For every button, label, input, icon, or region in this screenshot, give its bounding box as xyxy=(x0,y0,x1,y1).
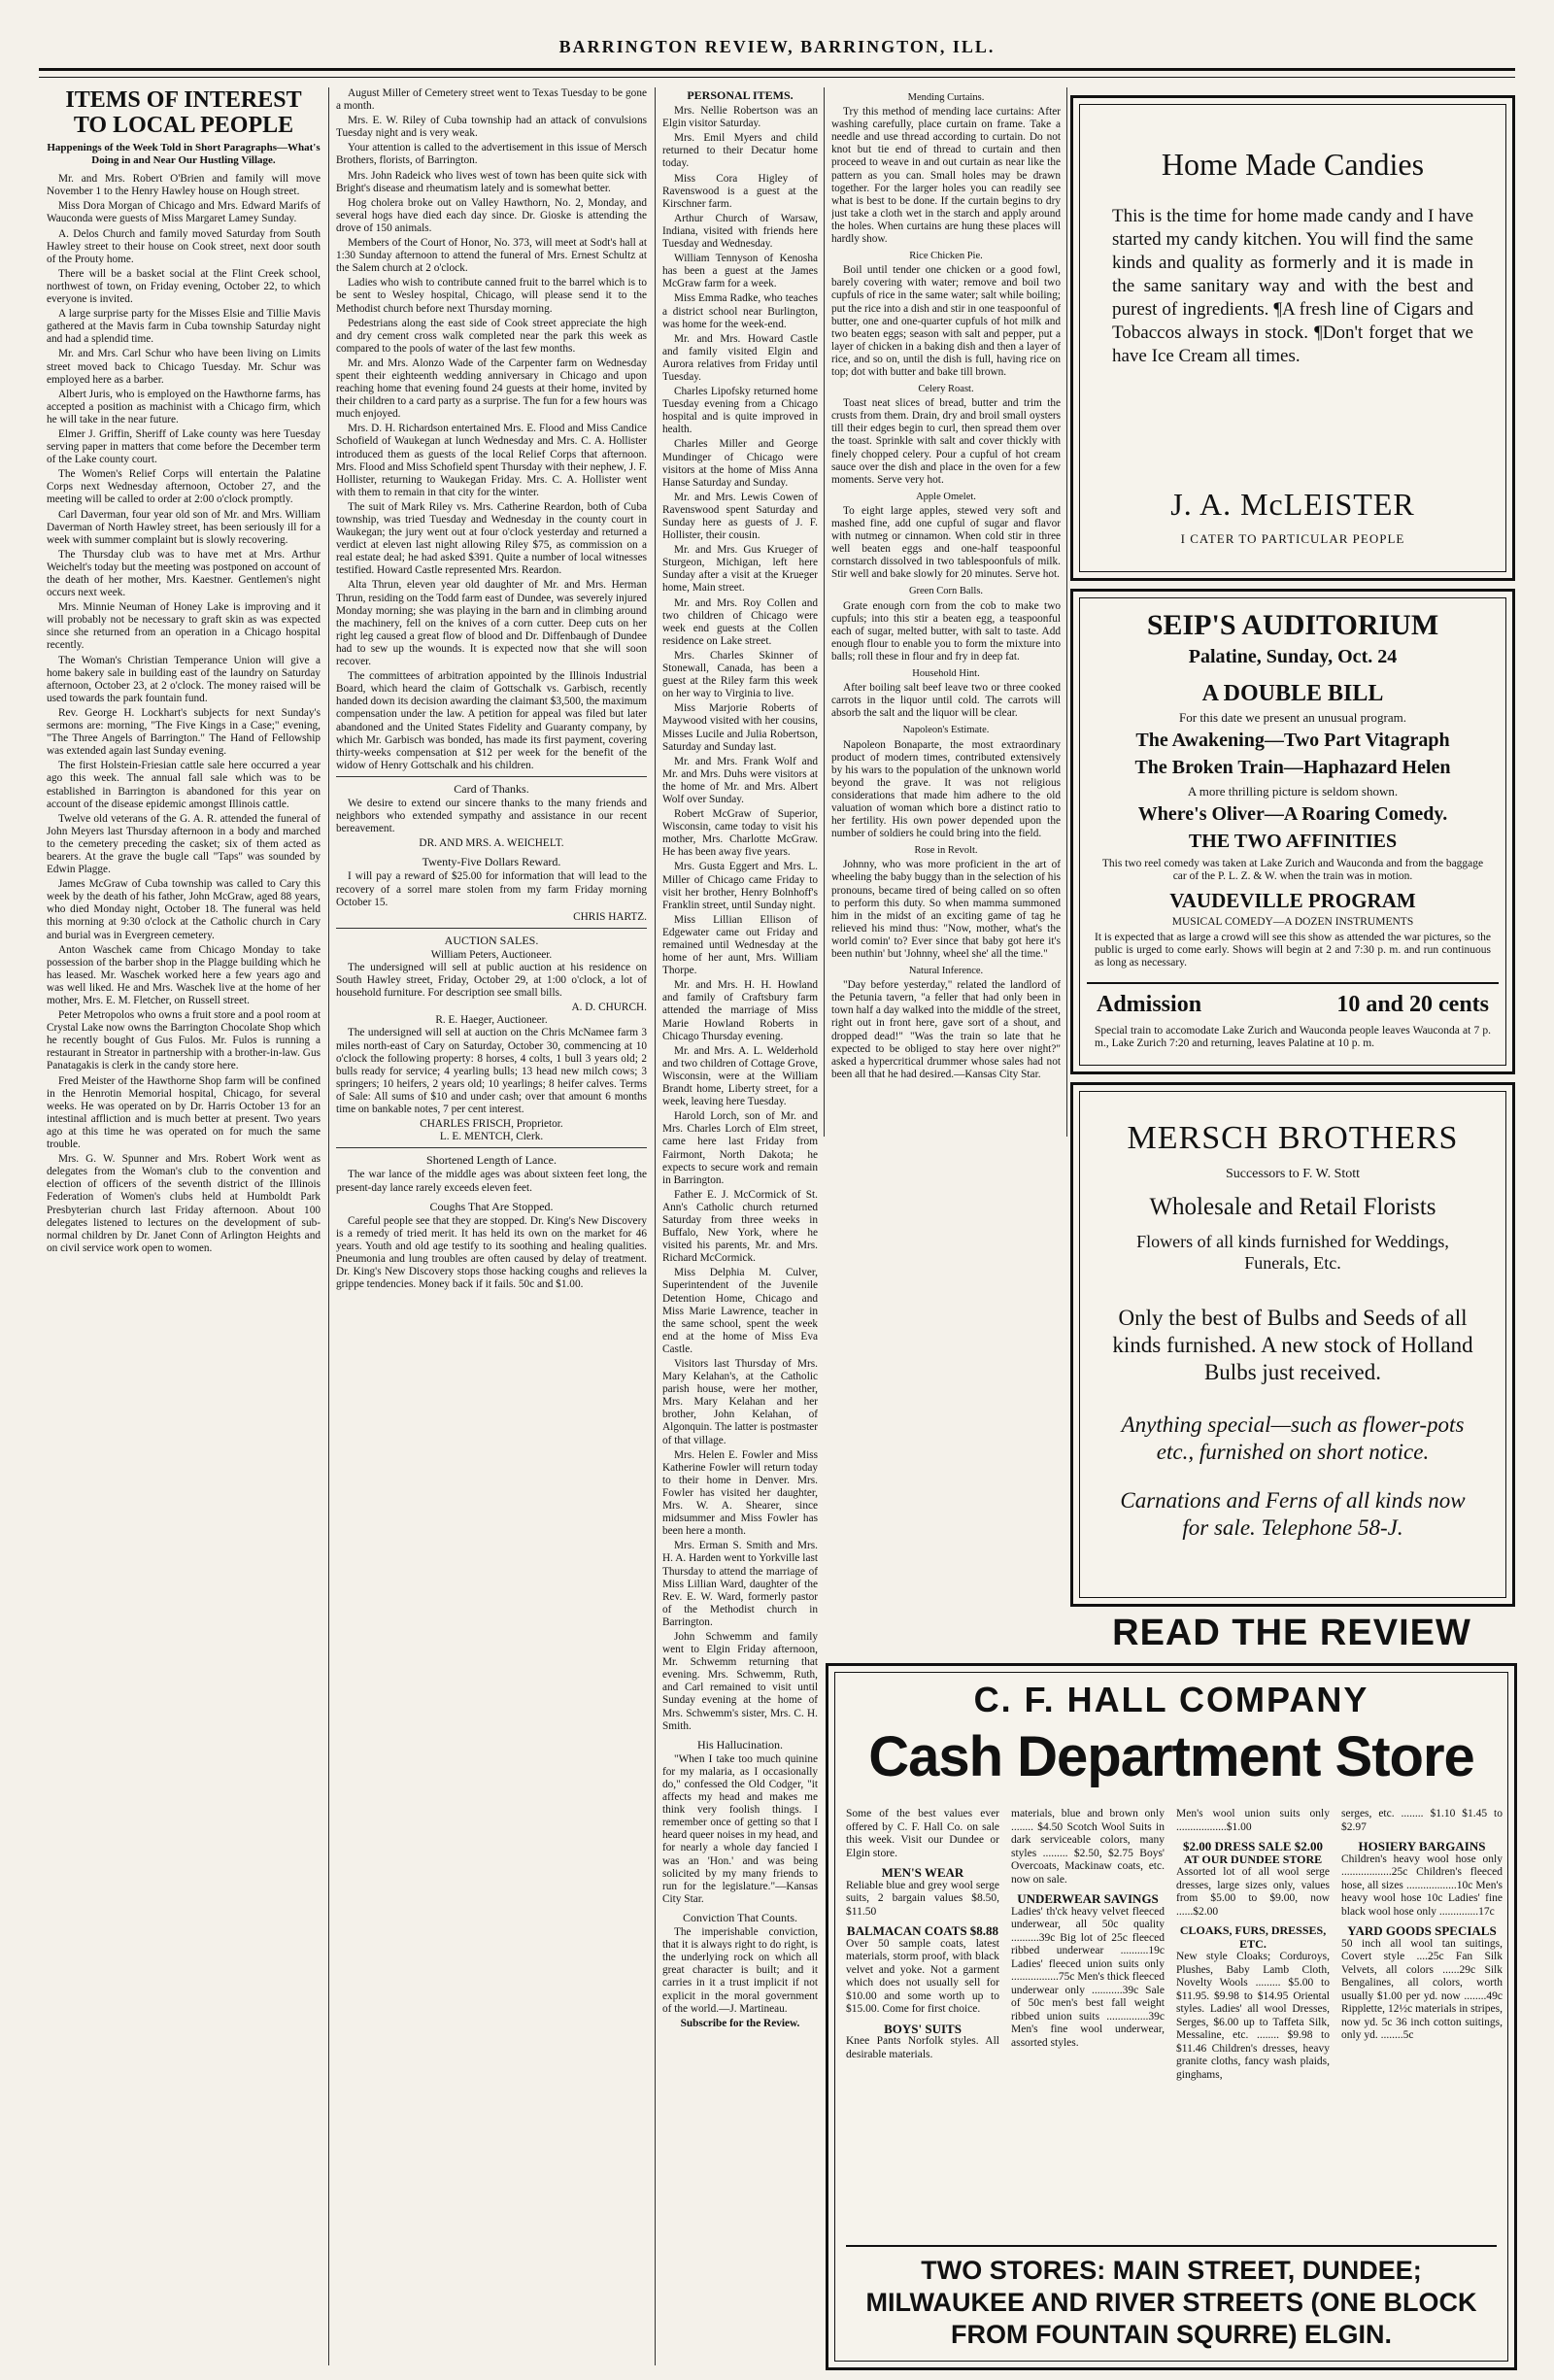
ad-admission-note: Special train to accomodate Lake Zurich and Wauconda people leaves Wauconda at 7 p. m., Lake Zurich 7:20 and returning, leaves Palatine at 10 p. m. xyxy=(1095,1025,1491,1049)
ad-double-bill: A DOUBLE BILL xyxy=(1201,681,1384,706)
local-news-item: James McGraw of Cuba township was called to Cary this week by the death of his father, John McGraw, aged 88 years, who died Monday night, October 18. The funeral was held this morning at 9:30 o'clock at the Catholic church in Cary and burial was in Evergreen cemetery. xyxy=(47,878,321,941)
read-the-review: READ THE REVIEW xyxy=(1112,1613,1471,1653)
ad-hall-boys-text: Knee Pants Norfolk styles. All desirable materials. xyxy=(846,2035,999,2060)
ad-hall-cloaks-text: New style Cloaks; Corduroys, Plushes, Baby Lamb Cloth, Novelty Wools ......... $5.00 to $11.95. $9.98 to $14.95 Oriental styles. Ladies' all wool Dresses, Serges, $6.00 up to Taffeta Silk, Messaline, etc. ........ $9.98 to $11.46 Children's dresses, heavy granite cloths, fancy wash plaids, ginghams, xyxy=(1176,1951,1330,2081)
ad-auditorium-title: SEIP'S AUDITORIUM xyxy=(1146,609,1439,641)
personal-item: Mr. and Mrs. Gus Krueger of Sturgeon, Michigan, left here Sunday after a visit at the Krueger home, Main street. xyxy=(662,544,818,595)
column-divider xyxy=(655,87,656,2365)
ad-admission: Admission xyxy=(1097,992,1202,1017)
ad-hall-dundee: AT OUR DUNDEE STORE xyxy=(1183,1852,1323,1866)
local-news-item: Elmer J. Griffin, Sheriff of Lake county was here Tuesday serving paper in matters that come before the December term of the Lake county court. xyxy=(47,427,321,466)
conviction-text: The imperishable conviction, that it is always right to do right, is the underlying rock on which all great character is built; and it carries in it a trust implicit if not explicit in the moral government of the world.—J. Martineau. xyxy=(662,1926,818,2015)
local-news-item: Carl Daverman, four year old son of Mr. and Mrs. William Daverman of North Hawley street, has been seriously ill for a week with summer complaint but is slowly recovering. xyxy=(47,508,321,546)
napoleon-title: Napoleon's Estimate. xyxy=(902,725,990,736)
auction2-clerk: L. E. MENTCH, Clerk. xyxy=(439,1131,544,1143)
ad-film-3: Where's Oliver—A Roaring Comedy. xyxy=(1137,803,1448,825)
ad-divider xyxy=(1087,982,1499,984)
local-news-item: There will be a basket social at the Flint Creek school, northwest of town, on Friday evening, October 22, to which everyone is invited. xyxy=(47,267,321,306)
ad-vaudeville: VAUDEVILLE PROGRAM xyxy=(1169,889,1416,912)
column-divider xyxy=(328,87,329,2365)
ad-hall-title: C. F. HALL COMPANY xyxy=(973,1680,1369,1719)
auction1-signature: A. D. CHURCH. xyxy=(571,1002,647,1014)
section-title-2: TO LOCAL PEOPLE xyxy=(73,113,294,138)
ad-hall-dundee-text: Assorted lot of all wool serge dresses, large sizes only, values from $5.00 to $9.00, now ......$2.00 xyxy=(1176,1866,1330,1918)
natural-title: Natural Inference. xyxy=(908,966,984,977)
ad-hall-stores: TWO STORES: MAIN STREET, DUNDEE; MILWAUKEE AND RIVER STREETS (ONE BLOCK FROM FOUNTAIN SQURRE) ELGIN. xyxy=(865,2256,1477,2349)
ad-hall-column-3 xyxy=(1176,1808,1330,2082)
ad-hall-column-2 xyxy=(1011,1808,1165,2050)
rice-title: Rice Chicken Pie. xyxy=(909,251,983,262)
ad-mersch xyxy=(1070,1082,1515,1607)
apple-text: To eight large apples, stewed very soft and mashed fine, add one cupful of sugar and flavor with nutmeg or cinnamon. When cold stir in three well beaten eggs and one-half teaspoonful cornstarch dissolved in two tablespoonfuls of milk. Stir well and bake slowly for 20 minutes. Serve hot. xyxy=(831,504,1061,581)
personal-item: Miss Lillian Ellison of Edgewater came out Friday and remained until Wednesday at the home of her aunt, Mrs. William Thorpe. xyxy=(662,913,818,977)
personal-item: Mr. and Mrs. H. H. Howland and family of Craftsbury farm attended the marriage of Miss Marie Howland Roberts in Chicago Thursday evening. xyxy=(662,979,818,1042)
personal-item: Father E. J. McCormick of St. Ann's Catholic church returned Saturday from three weeks in Buffalo, New York, where he visited his parents, Mr. and Mrs. Richard McCormick. xyxy=(662,1188,818,1265)
ad-hall-subtitle: Cash Department Store xyxy=(868,1725,1474,1788)
local-news-list xyxy=(47,173,321,1255)
ad-hall-divider xyxy=(846,2245,1497,2247)
column-local-news xyxy=(47,87,321,2361)
lance-text: The war lance of the middle ages was about sixteen feet long, the present-day lance rarely exceeds eleven feet. xyxy=(336,1169,647,1194)
ad-hall-column-1 xyxy=(846,1808,999,2061)
local-news-item: A large surprise party for the Misses Elsie and Tillie Mavis gathered at the Mavis farm in Cuba township Saturday night and had a splendid time. xyxy=(47,308,321,346)
local-news-item: Twelve old veterans of the G. A. R. attended the funeral of John Meyers last Thursday afternoon in a body and marched to the cemetery preceding the casket; six of them acted as bearers. At the grave the bugle call "Taps" was sounded by Edwin Plagge. xyxy=(47,812,321,876)
local-news-item: Rev. George H. Lockhart's subjects for next Sunday's sermons are: morning, "The Five Kings in a Case;" evening, "The Three Angels of Barrington." The Hand of Fellowship was extended again last Sunday evening. xyxy=(47,706,321,758)
thanks-signature: DR. AND MRS. A. WEICHELT. xyxy=(419,837,564,850)
curtains-text: Try this method of mending lace curtains: After washing carefully, place curtain on frame. Take a needle and use thread according to curtain. Do not knot but tie end of thread to curtain and then proceed to weave in and out curtain as near like the pattern as you can. Small holes may be drawn together. For the larger holes you can readily see what is best to be done. If the curtain begins to dry just take a cloth wet in the starch and apply around the holes. When curtains are hung these places will hardly show. xyxy=(831,106,1061,246)
ad-vaudeville-note: It is expected that as large a crowd will see this show as attended the war pictures, so the public is urged to come early. Shows will begin at 2 and 7:30 p. m. and run continuous as long as necessary. xyxy=(1095,932,1491,969)
news-item: Pedestrians along the east side of Cook street appreciate the high and dry cement cross walk completed near the park this week as compared to the pools of water of the last few months. xyxy=(336,317,647,355)
revolt-text: Johnny, who was more proficient in the art of wheeling the baby buggy than in the selection of his pronouns, became tired of being called on so often to perform this duty. So when mamma summoned him in the midst of an exciting game of tag he relieved his mind thus: "Now, mother, what's the world comin' to? Ever since that baby got here it's been nuthin' but 'Johnny, wheel she' all the time." xyxy=(831,859,1061,960)
personal-item: Mrs. Erman S. Smith and Mrs. H. A. Harden went to Yorkville last Thursday to attend the marriage of Miss Lillian Ward, daughter of the Rev. E. W. Ward, formerly pastor of the Methodist church in Barrington. xyxy=(662,1540,818,1628)
ad-candies-title: Home Made Candies xyxy=(1161,147,1425,182)
personal-item: Mr. and Mrs. Frank Wolf and Mr. and Mrs. Duhs were visitors at the home of Mr. and Mrs. Albert Wolf over Sunday. xyxy=(662,755,818,805)
personal-item: Mrs. Emil Myers and child returned to their Decatur home today. xyxy=(662,132,818,170)
local-news-item: Mr. and Mrs. Robert O'Brien and family will move November 1 to the Henry Hawley house on Hough street. xyxy=(47,173,321,198)
ad-mersch-title: MERSCH BROTHERS xyxy=(1127,1120,1459,1156)
ad-hall-column-4 xyxy=(1341,1808,1503,2043)
personal-list xyxy=(662,105,818,1733)
ad-hall-hosiery-text: Children's heavy wool hose only ..................25c Children's fleeced hose, all sizes ..................10c Men's heavy wool hose 10c Ladies' fine black wool hose only ..............17c xyxy=(1341,1853,1503,1918)
ad-hall-boys: BOYS' SUITS xyxy=(884,2021,962,2036)
local-news-item: A. Delos Church and family moved Saturday from South Hawley street to their house on Cook street, next door south of the Prouty home. xyxy=(47,227,321,265)
rice-text: Boil until tender one chicken or a good fowl, barely covering with water; remove and boil two cupfuls of rice in the same water; salt while boiling; put the rice into a dish and stir in one teaspoonful of butter, one and one-quarter cupfuls of hot milk and two beaten eggs; season with salt and pepper, put a layer of chicken in a baking dish and then a layer of rice, and so on, until the dish is full, having rice on top; dot with butter and bake till brown. xyxy=(831,264,1061,378)
personal-item: Charles Lipofsky returned home Tuesday evening from a Chicago hospital and is quite improved in health. xyxy=(662,386,818,436)
subscribe-note: Subscribe for the Review. xyxy=(680,2017,800,2029)
personal-item: Harold Lorch, son of Mr. and Mrs. Charles Lorch of Elm street, came here last Friday from Fairmont, North Dakota; he expects to secure work and remain in Barrington. xyxy=(662,1110,818,1186)
corn-text: Grate enough corn from the cob to make two cupfuls; into this stir a beaten egg, a teaspoonful each of sugar, melted butter, with salt to taste. Add enough flour to enable you to form the mixture into balls; roll these in flour and fry in deep fat. xyxy=(831,599,1061,663)
news-item: The suit of Mark Riley vs. Mrs. Catherine Reardon, both of Cuba township, was tried Tuesday and Wednesday in the county court in Waukegan; the jury went out at four o'clock yesterday and returned a verdict at eleven last night allowing Riley $75, as commission on a real estate deal; he had asked $391. Quite a number of local witnesses testified. Howard Castle represented Mrs. Reardon. xyxy=(336,500,647,577)
ad-mersch-carnations: Carnations and Ferns of all kinds now for sale. Telephone 58-J. xyxy=(1120,1488,1466,1540)
personal-item: Mr. and Mrs. A. L. Welderhold and two children of Cottage Grove, Wisconsin, were at the William Brandt home, Liberty street, for a week, leaving here Tuesday. xyxy=(662,1044,818,1108)
local-news-item: The Woman's Christian Temperance Union will give a home bakery sale in building east of the laundry on Saturday afternoon, October 23, at 2 o'clock. The money raised will be used towards the park fountain fund. xyxy=(47,654,321,704)
news-item: Members of the Court of Honor, No. 373, will meet at Sodt's hall at 1:30 Sunday afternoon to attend the funeral of Mrs. Ernest Schultz at the Salem church at 2 o'clock. xyxy=(336,237,647,275)
masthead-rule xyxy=(39,68,1515,78)
local-news-item: Fred Meister of the Hawthorne Shop farm will be confined in the Henrotin Memorial hospital, Chicago, for several weeks. He was operated on by Dr. Harris October 13 for an intestinal affliction and is much better at present. Two years ago at this time he was operated on for much the same trouble. xyxy=(47,1074,321,1151)
ad-hall xyxy=(826,1663,1517,2370)
ad-hall-dress-sale: $2.00 DRESS SALE $2.00 xyxy=(1182,1839,1324,1853)
masthead: BARRINGTON REVIEW, BARRINGTON, ILL. xyxy=(558,37,996,56)
personal-item: Visitors last Thursday of Mrs. Mary Kelahan's, at the Catholic parish house, were her mother, Mrs. Mary Kelahan and her brother, John Kelahan, of Algonquin. The latter is postmaster of that village. xyxy=(662,1358,818,1446)
ad-candies-tagline: I CATER TO PARTICULAR PEOPLE xyxy=(1180,531,1405,546)
auction2-text: The undersigned will sell at auction on the Chris McNamee farm 3 miles north-east of Cary on Saturday, October 30, commencing at 10 o'clock the following property: 8 horses, 4 colts, 1 bull 3 years old; 2 bulls ready for service; 4 yearling bulls; 13 head new milch cows; 3 springers; 10 heifers, 2 years old; 10 yearlings; 8 heifer calves. Terms of Sale: All sums of $10 and under cash; over that amount 6 months time on bankable notes, 7 per cent interest. xyxy=(336,1027,647,1116)
local-news-item: Mrs. Minnie Neuman of Honey Lake is improving and it will probably not be necessary to graft skin as was expected since she returned from an operation in a Chicago hospital recently. xyxy=(47,601,321,652)
section-title: ITEMS OF INTEREST xyxy=(65,87,302,113)
personal-item: Mr. and Mrs. Lewis Cowen of Ravenswood spent Saturday and Sunday here as guests of J. F. Hollister, their cousin. xyxy=(662,491,818,542)
news-item: Mr. and Mrs. Alonzo Wade of the Carpenter farm on Wednesday spent their eighteenth wedding anniversary in Chicago and upon reaching home that evening found 24 guests at their home, invited by their children to a card party as a surprise. The fun for a few hours was much enjoyed. xyxy=(336,357,647,421)
lance-title: Shortened Length of Lance. xyxy=(426,1153,557,1168)
ad-hall-yard-text: 50 inch all wool tan suitings, Covert style ....25c Fan Silk Velvets, all colors ......29c Silk Bengalines, all colors, worth usually $1.00 per yd. now ........49c Ripplette, 12½c materials in stripes, now yd. 5c 36 inch cotton suitings, only yd. ........5c xyxy=(1341,1937,1503,2041)
reward-title: Twenty-Five Dollars Reward. xyxy=(422,855,561,869)
local-news-item: Mrs. G. W. Spunner and Mrs. Robert Work went as delegates from the Woman's club to the convention and election of officers of the seventh district of the Illinois Federation of Women's clubs held at Humboldt Park Presbyterian church last Friday afternoon. About 100 delegates listened to lectures on the development of sub-normal children by Dr. Janet Conn of Arlington Heights and on civil service work open to women. xyxy=(47,1153,321,1254)
ad-hall-mens-text: Reliable blue and grey wool serge suits, 2 bargain values $8.50, $11.50 xyxy=(846,1879,999,1918)
auction1-head: William Peters, Auctioneer. xyxy=(430,948,553,961)
ad-film-4-sub: This two reel comedy was taken at Lake Zurich and Wauconda and from the baggage car of the P. L. Z. & W. when the train was in motion. xyxy=(1101,858,1484,882)
personal-item: Mrs. Gusta Eggert and Mrs. L. Miller of Chicago came Friday to visit her brother, Henry Bolnhoff's Franklin street, until Sunday night. xyxy=(662,861,818,911)
ad-mersch-successors: Successors to F. W. Stott xyxy=(1225,1167,1361,1181)
natural-text: "Day before yesterday," related the landlord of the Petunia tavern, "a feller that had only been in town half a day walked into the middle of the street, right out in front here, gave sort of a shout, and dropped dead!" "Was the train so late that he expected to be obliged to stay here over night?" asked a hypercritical drummer whose sales had not been all that he had desired.—Kansas City Star. xyxy=(831,979,1061,1080)
news-list xyxy=(336,87,647,772)
ad-hall-hosiery: HOSIERY BARGAINS xyxy=(1358,1839,1486,1853)
celery-text: Toast neat slices of bread, butter and trim the crusts from them. Drain, dry and broil small oysters till their edges begin to curl, then spread them over the toast. Sprinkle with salt and cover thickly with finely chopped celery. Pour a cupful of hot cream sauce over the dish and place in the oven for a few moments. Serve very hot. xyxy=(831,397,1061,486)
news-item: Hog cholera broke out on Valley Hawthorn, No. 2, Monday, and several hogs have died each day since. Dr. Gioske is attending the drove of 150 animals. xyxy=(336,196,647,234)
local-news-item: Anton Waschek came from Chicago Monday to take possession of the barber shop in the Plagge building which he has leased. Mr. Waschek worked here a few years ago and was well liked. He and Mrs. Waschek live at the home of her mother, Mrs. E. M. Fletcher, on Russell street. xyxy=(47,943,321,1006)
personal-item: Charles Miller and George Mundinger of Chicago were visitors at the home of Miss Anna Hanse Saturday and Sunday. xyxy=(662,438,818,489)
news-item: Mrs. John Radeick who lives west of town has been quite sick with Bright's disease and rheumatism lately and is somewhat better. xyxy=(336,169,647,194)
ad-hall-underwear-text: Ladies' th'ck heavy velvet fleeced underwear, all 50c quality ..........39c Big lot of 25c fleeced ribbed underwear ..........19c Ladies' fleeced union suits only .................75c Men's thick fleeced underwear only ...........39c Sale of 50c men's best fall weight ribbed union suits ...............39c Men's fine wool underwear, assorted styles. xyxy=(1011,1905,1165,2049)
ad-candies xyxy=(1070,95,1515,581)
ad-hall-col3-text: Men's wool union suits only ..................$1.00 xyxy=(1176,1808,1330,1833)
personal-item: Mr. and Mrs. Howard Castle and family visited Elgin and Aurora relatives from Friday until Tuesday. xyxy=(662,332,818,383)
personal-item: Mr. and Mrs. Roy Collen and two children of Chicago were week end guests at the Collen residence on Lake street. xyxy=(662,596,818,647)
ad-hall-intro: Some of the best values ever offered by C. F. Hall Co. on sale this week. Visit our Dundee or Elgin store. xyxy=(846,1808,999,1859)
cough-title: Coughs That Are Stopped. xyxy=(429,1199,554,1213)
hallucination-title: His Hallucination. xyxy=(697,1737,783,1751)
personal-item: Miss Marjorie Roberts of Maywood visited with her cousins, Misses Lucile and Julia Robertson, Saturday and Sunday last. xyxy=(662,702,818,753)
column-news-2 xyxy=(336,87,647,2361)
reward-text: I will pay a reward of $25.00 for information that will lead to the recovery of a sorrel mare stolen from my farm Friday morning October 15. xyxy=(336,870,647,908)
news-item: Alta Thrun, eleven year old daughter of Mr. and Mrs. Herman Thrun, residing on the Todd farm east of Dundee, was severely injured Monday morning; she was playing in the barn and in climbing around the machinery, fell on the knives of a corn cutter. Deep cuts on her right leg caused a great flow of blood and Dr. Diffenbaugh of Dundee had to sew up the wounds. It is expected now that she will soon recover. xyxy=(336,579,647,668)
news-item: Mrs. E. W. Riley of Cuba township had an attack of convulsions Tuesday night and is very weak. xyxy=(336,115,647,140)
personal-item: Mrs. Charles Skinner of Stonewall, Canada, has been a guest at the Riley farm this week on her way to Virginia to live. xyxy=(662,649,818,700)
auction-title: AUCTION SALES. xyxy=(444,933,539,947)
personal-item: Miss Delphia M. Culver, Superintendent of the Juvenile Detention Home, Chicago and Miss Marie Lawrence, teacher in the same school, spent the week end at the home of Miss Eva Castle. xyxy=(662,1267,818,1355)
auction2-proprietor: CHARLES FRISCH, Proprietor. xyxy=(420,1118,563,1131)
local-news-item: The Women's Relief Corps will entertain the Palatine Corps next Wednesday afternoon, October 27, and the meeting will be called to order at 2:00 o'clock promptly. xyxy=(47,468,321,506)
ad-mersch-special: Anything special—such as flower-pots etc., furnished on short notice. xyxy=(1121,1412,1465,1464)
news-item: Your attention is called to the advertisement in this issue of Mersch Brothers, florists, of Barrington. xyxy=(336,142,647,167)
divider xyxy=(336,928,647,929)
thanks-title: Card of Thanks. xyxy=(454,781,529,796)
personal-items-title: PERSONAL ITEMS. xyxy=(687,88,794,102)
ad-admission-price: 10 and 20 cents xyxy=(1336,992,1489,1017)
ad-mersch-bulbs: Only the best of Bulbs and Seeds of all kinds furnished. A new stock of Holland Bulbs just received. xyxy=(1112,1306,1473,1384)
ad-film-2: The Broken Train—Haphazard Helen xyxy=(1134,757,1451,778)
ad-hall-yard: YARD GOODS SPECIALS xyxy=(1347,1923,1497,1938)
divider xyxy=(336,1147,647,1148)
local-news-item: Miss Dora Morgan of Chicago and Mrs. Edward Marifs of Wauconda were guests of Miss Margaret Lamey Sunday. xyxy=(47,200,321,225)
revolt-title: Rose in Revolt. xyxy=(914,845,978,857)
personal-item: Miss Cora Higley of Ravenswood is a guest at the Kirschner farm. xyxy=(662,172,818,210)
local-news-item: Mr. and Mrs. Carl Schur who have been living on Limits street moved back to Chicago Tuesday. Mr. Schur was employed here as a barber. xyxy=(47,348,321,386)
ad-vaudeville-sub: MUSICAL COMEDY—A DOZEN INSTRUMENTS xyxy=(1171,916,1414,928)
hallucination-text: "When I take too much quinine for my malaria, as I occasionally do," confessed the Old Codger, "it affects my head and makes me think very foolish things. I remember once of getting so that I heard queer noises in my head, and for nearly a whole day fancied I was an 'Hon.' and was being solicited by my many friends to run for the legislature."—Kansas City Star. xyxy=(662,1752,818,1905)
ad-double-sub: For this date we present an unusual program. xyxy=(1179,710,1406,725)
corn-title: Green Corn Balls. xyxy=(908,586,984,597)
celery-title: Celery Roast. xyxy=(918,384,974,395)
ad-hall-mens-wear: MEN'S WEAR xyxy=(881,1865,964,1880)
cough-text: Careful people see that they are stopped. Dr. King's New Discovery is a remedy of tried merit. It has held its own on the market for 46 years. Youth and old age testify to its soothing and healing qualities. Pneumonia and lung troubles are often caused by delay of treatment. Dr. King's New Discovery stops those hacking coughs and relieves la grippe tendencies. Money back if it fails. 50c and $1.00. xyxy=(336,1214,647,1291)
personal-item: John Schwemm and family went to Elgin Friday afternoon, Mr. Schwemm returning that evening. Mrs. Schwemm, Ruth, and Carl remained to visit until Sunday evening at the home of Mrs. Schwemm's sister, Mrs. C. H. Smith. xyxy=(662,1630,818,1732)
section-subtitle: Happenings of the Week Told in Short Paragraphs—What's Doing in and Near Our Hustling Village. xyxy=(47,142,321,167)
column-personal-items xyxy=(662,87,818,2361)
local-news-item: Peter Metropolos who owns a fruit store and a pool room at Crystal Lake now owns the Barrington Chocolate Shop which he recently bought of Gus Fulos. Mr. Fulos is running a restaurant in Streator in partnership with a brother-in-law. Gus Panatagakis is clerk in the candy store here. xyxy=(47,1009,321,1072)
ad-hall-col4-text: serges, etc. ........ $1.10 $1.45 to $2.97 xyxy=(1341,1808,1503,1833)
napoleon-text: Napoleon Bonaparte, the most extraordinary product of modern times, contributed extensively by his wars to the population of the unknown world beyond the grave. It was not religious considerations that made him adhere to the old valuation of woman which bore a distinct ratio to her fertility. His own power depended upon the number of soldiers he could bring into the field. xyxy=(831,738,1061,840)
thanks-text: We desire to extend our sincere thanks to the many friends and neighbors who extended sympathy and assistance in our recent bereavement. xyxy=(336,797,647,835)
column-divider xyxy=(824,87,825,1137)
ad-auditorium-date: Palatine, Sunday, Oct. 24 xyxy=(1188,646,1398,667)
column-recipes xyxy=(831,87,1061,1137)
divider xyxy=(336,776,647,777)
ad-mersch-sub: Wholesale and Retail Florists xyxy=(1149,1194,1436,1220)
ad-candies-name: J. A. McLEISTER xyxy=(1170,487,1415,522)
ad-hall-col2-text: materials, blue and brown only ........ $4.50 Scotch Wool Suits in dark serviceable colors, many styles ......... $2.50, $2.75 Boys' Overcoats, Mackinaw coats, etc. now on sale. xyxy=(1011,1808,1165,1886)
hint-text: After boiling salt beef leave two or three cooked carrots in the liquor until cold. The carrots will absorb the salt and the liquor will be clear. xyxy=(831,682,1061,720)
ad-hall-balmacan: BALMACAN COATS $8.88 xyxy=(846,1923,999,1938)
personal-item: Arthur Church of Warsaw, Indiana, visited with friends here Tuesday and Wednesday. xyxy=(662,212,818,251)
ad-film-4: THE TWO AFFINITIES xyxy=(1188,831,1398,852)
ad-hall-balmacan-text: Over 50 sample coats, latest materials, storm proof, with black velvet and yoke. Not a garment which does not usually sell for $10.00 and some worth up to $15.00. Come for first choice. xyxy=(846,1937,999,2015)
hint-title: Household Hint. xyxy=(912,668,980,680)
curtains-title: Mending Curtains. xyxy=(907,92,985,103)
ad-hall-cloaks: CLOAKS, FURS, DRESSES, ETC. xyxy=(1179,1923,1327,1951)
auction1-text: The undersigned will sell at public auction at his residence on South Hawley street, Friday, October 29, at 1:00 o'clock, a lot of household furniture. For description see small bills. xyxy=(336,962,647,1000)
local-news-item: Albert Juris, who is employed on the Hawthorne farms, has accepted a position as machinist with a Chicago firm, which he will take in the near future. xyxy=(47,388,321,425)
local-news-item: The first Holstein-Friesian cattle sale here occurred a year ago this week. The annual fall sale which was to be established in Barrington is abandoned for this year on account of the disease epidemic amongst Illinois cattle. xyxy=(47,760,321,810)
ad-candies-body: This is the time for home made candy and I have started my candy kitchen. You will find the same kinds and quality as formerly and it is made in the same sanitary way and with the best and purest of ingredients. ¶A fresh line of Cigars and Tobaccos always in stock. ¶Don't forget that we have Ice Cream all times. xyxy=(1112,206,1473,366)
local-news-item: The Thursday club was to have met at Mrs. Arthur Weichelt's today but the meeting was postponed on account of the death of her mother, Mrs. Kaestner. Gentlemen's night occurs next week. xyxy=(47,548,321,599)
personal-item: William Tennyson of Kenosha has been a guest at the James McGraw farm for a week. xyxy=(662,253,818,290)
conviction-title: Conviction That Counts. xyxy=(682,1910,798,1924)
ad-auditorium xyxy=(1070,589,1515,1074)
ad-mersch-flowers: Flowers of all kinds furnished for Weddings, Funerals, Etc. xyxy=(1136,1232,1449,1273)
ad-film-1: The Awakening—Two Part Vitagraph xyxy=(1135,730,1450,751)
reward-signature: CHRIS HARTZ. xyxy=(573,910,647,923)
news-item: The committees of arbitration appointed by the Illinois Industrial Board, which heard the claim of Gottschalk vs. Garbisch, recently handed down its decision awarding the claimant $3,500, the maximum compensation under the law. A petition for appeal was filed but later abandoned and the United States Fidelity and Guaranty company, by which Mr. Garbisch was bonded, has made its first payment, covering thirty-weeks compensation at $12 per week for the benefit of the widow of Henry Gottschalk and his children. xyxy=(336,670,647,771)
ad-film-2-sub: A more thrilling picture is seldom shown. xyxy=(1187,784,1399,799)
news-item: Mrs. D. H. Richardson entertained Mrs. E. Flood and Miss Candice Schofield of Waukegan at lunch Wednesday and Mrs. C. A. Hollister introduced them as guests of the local Relief Corps that afternoon. Mrs. Flood and Miss Schofield spent Thursday with their nephew, J. F. Hollister, returning to Waukegan Friday. Mrs. C. A. Hollister went with them to remain in that city for the winter. xyxy=(336,423,647,498)
auction2-head: R. E. Haeger, Auctioneer. xyxy=(435,1014,548,1027)
personal-item: Robert McGraw of Superior, Wisconsin, came today to visit his mother, Mrs. Charlotte McGraw. He has been away five years. xyxy=(662,808,818,859)
personal-item: Mrs. Nellie Robertson was an Elgin visitor Saturday. xyxy=(662,105,818,130)
news-item: Ladies who wish to contribute canned fruit to the barrel which is to be sent to Wesley hospital, Chicago, will please send it to the Methodist church before next Thursday morning. xyxy=(336,277,647,315)
apple-title: Apple Omelet. xyxy=(916,491,976,502)
personal-item: Mrs. Helen E. Fowler and Miss Katherine Fowler will return today to their home in Denver. Mrs. Fowler has visited her daughter, Mrs. W. A. Shearer, since midsummer and Miss Fowler has been here a month. xyxy=(662,1448,818,1538)
news-item: August Miller of Cemetery street went to Texas Tuesday to be gone a month. xyxy=(336,87,647,113)
ad-hall-underwear: UNDERWEAR SAVINGS xyxy=(1017,1891,1159,1906)
personal-item: Miss Emma Radke, who teaches a district school near Burlington, was home for the week-end. xyxy=(662,292,818,330)
column-divider xyxy=(1066,87,1067,1137)
